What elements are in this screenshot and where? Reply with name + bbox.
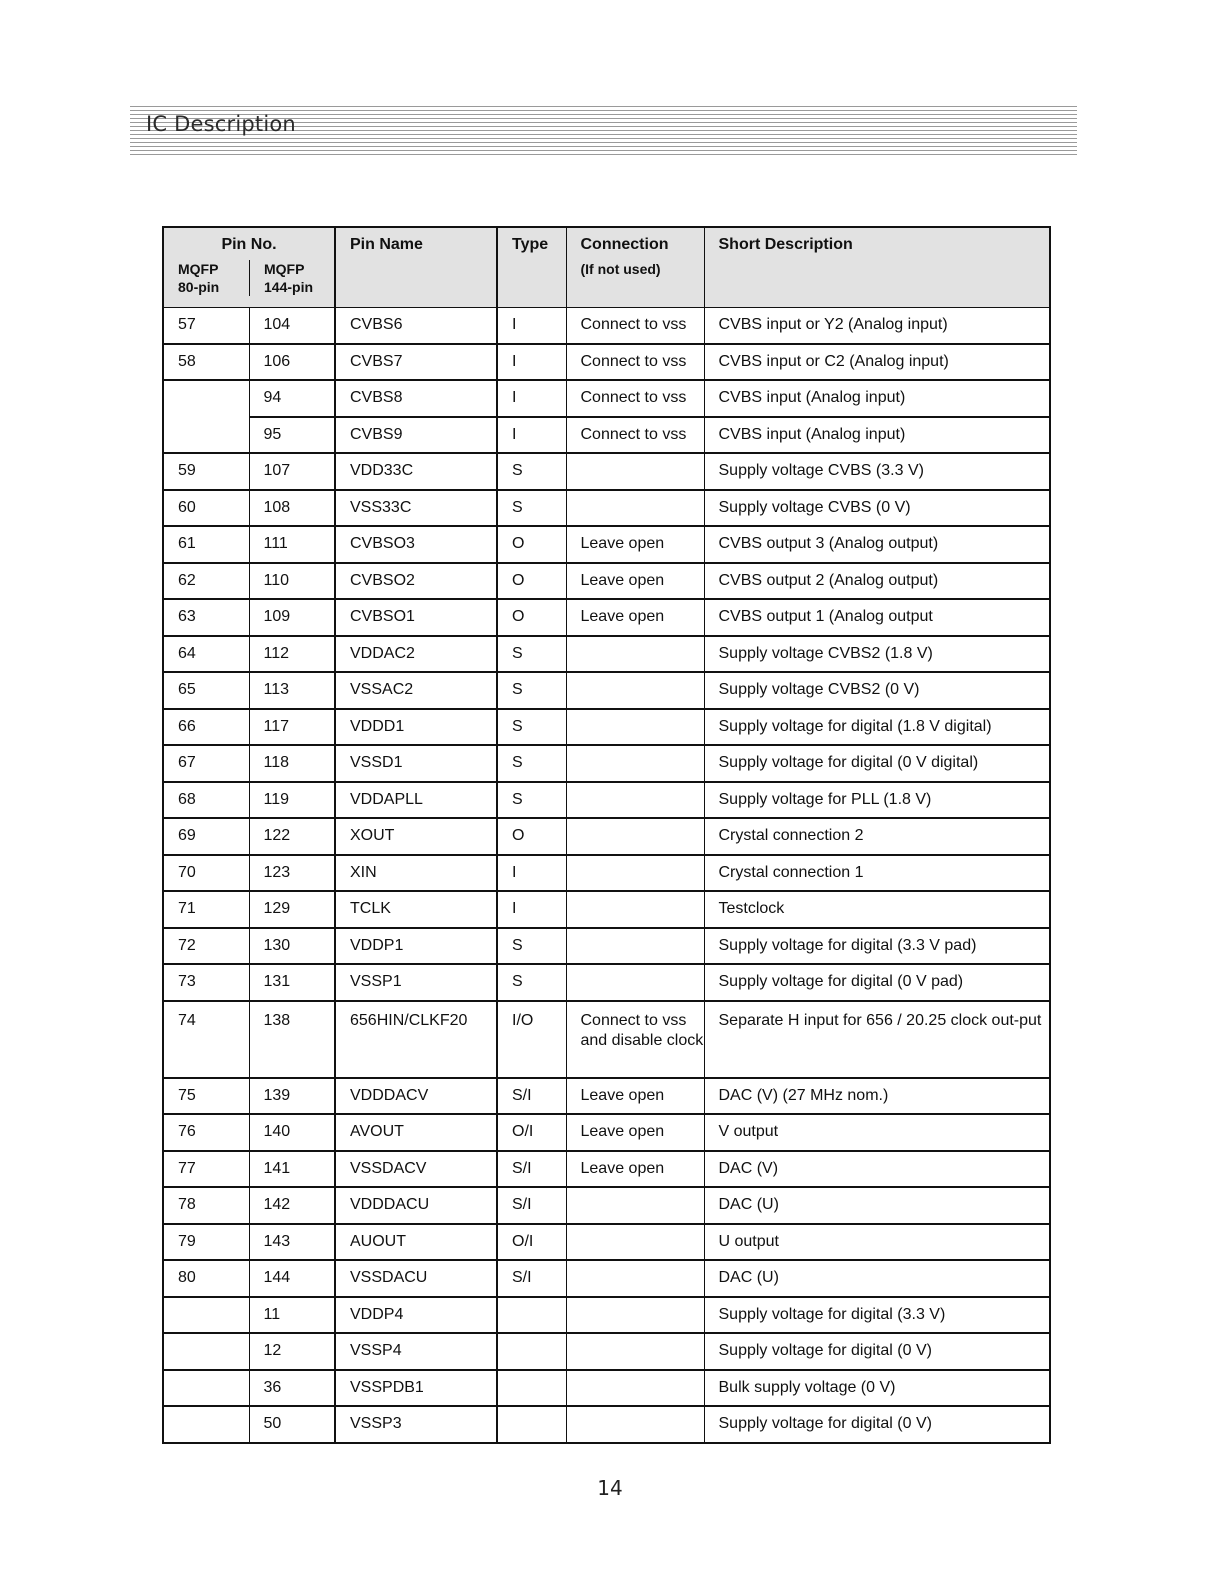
table-row — [163, 818, 1050, 855]
pin-name-cell: CVBS8 — [335, 380, 497, 417]
mqfp80-cell: 80 — [163, 1260, 249, 1297]
pin-name-cell: VDDP1 — [335, 928, 497, 965]
mqfp144-cell: 95 — [249, 417, 335, 454]
connection-cell — [566, 1224, 704, 1261]
pin-name-cell: VSSP1 — [335, 964, 497, 1001]
connection-cell: Leave open — [566, 599, 704, 636]
mqfp80-cell — [163, 1370, 249, 1407]
mqfp144-cell: 11 — [249, 1297, 335, 1334]
connection-cell: Leave open — [566, 1078, 704, 1115]
table-row — [163, 380, 1050, 417]
connection-label: Connection — [580, 236, 669, 253]
mqfp80-cell: 69 — [163, 818, 249, 855]
type-cell — [497, 1333, 566, 1370]
mqfp144-cell: 144 — [249, 1260, 335, 1297]
description-cell: Supply voltage for digital (1.8 V digital) — [704, 709, 1050, 746]
type-cell: O — [497, 599, 566, 636]
connection-cell — [566, 818, 704, 855]
type-cell: S/I — [497, 1151, 566, 1188]
mqfp80-cell — [163, 1333, 249, 1370]
mqfp144-cell: 36 — [249, 1370, 335, 1407]
description-cell: DAC (U) — [704, 1260, 1050, 1297]
table-row — [163, 855, 1050, 892]
description-header: Short Description — [704, 227, 1050, 307]
description-cell: Bulk supply voltage (0 V) — [704, 1370, 1050, 1407]
description-cell: U output — [704, 1224, 1050, 1261]
mqfp80-cell: 63 — [163, 599, 249, 636]
type-cell: I — [497, 417, 566, 454]
table-row — [163, 1406, 1050, 1443]
pin-name-cell: VDDAPLL — [335, 782, 497, 819]
connection-cell — [566, 1187, 704, 1224]
mqfp144-cell: 142 — [249, 1187, 335, 1224]
connection-cell: Leave open — [566, 1151, 704, 1188]
mqfp80-cell: 66 — [163, 709, 249, 746]
pin-name-cell: AUOUT — [335, 1224, 497, 1261]
mqfp80-cell: 68 — [163, 782, 249, 819]
mqfp80-cell: 57 — [163, 307, 249, 344]
mqfp80-cell — [163, 380, 249, 453]
table-row — [163, 1187, 1050, 1224]
connection-header — [566, 227, 704, 307]
connection-cell — [566, 745, 704, 782]
mqfp144-cell: 130 — [249, 928, 335, 965]
mqfp80-cell: 61 — [163, 526, 249, 563]
table-row — [163, 417, 1050, 454]
type-cell: S — [497, 490, 566, 527]
table-row — [163, 1224, 1050, 1261]
pin-name-cell: VDDDACU — [335, 1187, 497, 1224]
table-row — [163, 709, 1050, 746]
description-cell: Crystal connection 2 — [704, 818, 1050, 855]
pin-name-cell: XOUT — [335, 818, 497, 855]
type-header: Type — [497, 227, 566, 307]
mqfp144-cell: 12 — [249, 1333, 335, 1370]
description-cell: Testclock — [704, 891, 1050, 928]
description-cell: Supply voltage for digital (0 V digital) — [704, 745, 1050, 782]
description-cell: Supply voltage for digital (0 V) — [704, 1406, 1050, 1443]
description-cell: CVBS input (Analog input) — [704, 380, 1050, 417]
connection-cell: Leave open — [566, 1114, 704, 1151]
pin-name-cell: VSSP3 — [335, 1406, 497, 1443]
mqfp80-cell: 76 — [163, 1114, 249, 1151]
pin-name-cell: CVBSO1 — [335, 599, 497, 636]
connection-cell — [566, 709, 704, 746]
pin-name-cell: CVBS6 — [335, 307, 497, 344]
table-header-row — [163, 227, 1050, 307]
pin-name-cell: TCLK — [335, 891, 497, 928]
mqfp80-cell: 67 — [163, 745, 249, 782]
table-row — [163, 453, 1050, 490]
description-cell: Supply voltage CVBS (0 V) — [704, 490, 1050, 527]
type-cell: O — [497, 526, 566, 563]
type-cell: S — [497, 453, 566, 490]
pin-name-cell: VSSP4 — [335, 1333, 497, 1370]
mqfp144-cell: 109 — [249, 599, 335, 636]
mqfp144-label-2: 144-pin — [264, 279, 314, 295]
table-row — [163, 928, 1050, 965]
table-row — [163, 1297, 1050, 1334]
table-row — [163, 563, 1050, 600]
pin-name-cell: VSSD1 — [335, 745, 497, 782]
mqfp80-cell: 58 — [163, 344, 249, 381]
mqfp144-cell: 108 — [249, 490, 335, 527]
mqfp144-cell: 131 — [249, 964, 335, 1001]
mqfp144-cell: 141 — [249, 1151, 335, 1188]
connection-cell — [566, 453, 704, 490]
connection-cell — [566, 490, 704, 527]
mqfp144-cell: 50 — [249, 1406, 335, 1443]
description-cell: Supply voltage for digital (0 V) — [704, 1333, 1050, 1370]
description-cell: CVBS input or C2 (Analog input) — [704, 344, 1050, 381]
table-row — [163, 745, 1050, 782]
mqfp80-cell: 77 — [163, 1151, 249, 1188]
description-cell: V output — [704, 1114, 1050, 1151]
pin-name-cell: VDDD1 — [335, 709, 497, 746]
connection-cell: Leave open — [566, 526, 704, 563]
mqfp80-cell: 65 — [163, 672, 249, 709]
type-cell: O — [497, 563, 566, 600]
connection-cell — [566, 928, 704, 965]
mqfp144-cell: 119 — [249, 782, 335, 819]
description-cell: Supply voltage CVBS2 (0 V) — [704, 672, 1050, 709]
table-row — [163, 599, 1050, 636]
table-row — [163, 1260, 1050, 1297]
type-cell: S/I — [497, 1260, 566, 1297]
type-cell: S — [497, 709, 566, 746]
mqfp80-cell — [163, 1297, 249, 1334]
mqfp144-cell: 110 — [249, 563, 335, 600]
type-cell: O/I — [497, 1114, 566, 1151]
mqfp144-cell: 104 — [249, 307, 335, 344]
connection-sub-label: (If not used) — [580, 261, 661, 277]
type-cell: I — [497, 380, 566, 417]
mqfp80-cell: 78 — [163, 1187, 249, 1224]
pin-name-cell: VSSDACV — [335, 1151, 497, 1188]
connection-cell: Connect to vss and disable clock — [566, 1001, 704, 1078]
connection-cell: Connect to vss — [566, 344, 704, 381]
description-cell: Crystal connection 1 — [704, 855, 1050, 892]
connection-cell — [566, 782, 704, 819]
mqfp144-cell: 123 — [249, 855, 335, 892]
type-cell: I — [497, 891, 566, 928]
mqfp80-cell: 59 — [163, 453, 249, 490]
mqfp80-cell: 74 — [163, 1001, 249, 1078]
connection-cell — [566, 672, 704, 709]
description-cell: CVBS output 1 (Analog output — [704, 599, 1050, 636]
description-cell: DAC (V) (27 MHz nom.) — [704, 1078, 1050, 1115]
table-row — [163, 1114, 1050, 1151]
type-cell — [497, 1406, 566, 1443]
table-row — [163, 782, 1050, 819]
pin-table — [162, 226, 1051, 1444]
description-cell: CVBS output 3 (Analog output) — [704, 526, 1050, 563]
type-cell: S — [497, 636, 566, 673]
pin-name-cell: VSSPDB1 — [335, 1370, 497, 1407]
mqfp144-cell: 122 — [249, 818, 335, 855]
type-cell: I — [497, 344, 566, 381]
mqfp144-cell: 118 — [249, 745, 335, 782]
table-row — [163, 526, 1050, 563]
mqfp144-cell: 129 — [249, 891, 335, 928]
pin-table-body — [163, 307, 1050, 1443]
pin-name-cell: VSS33C — [335, 490, 497, 527]
connection-cell — [566, 891, 704, 928]
mqfp144-cell: 117 — [249, 709, 335, 746]
mqfp80-cell: 64 — [163, 636, 249, 673]
mqfp144-cell: 143 — [249, 1224, 335, 1261]
description-cell: CVBS input (Analog input) — [704, 417, 1050, 454]
connection-cell — [566, 855, 704, 892]
connection-cell — [566, 964, 704, 1001]
type-cell: O — [497, 818, 566, 855]
pin-name-cell: VDD33C — [335, 453, 497, 490]
pin-name-cell: VSSDACU — [335, 1260, 497, 1297]
pin-name-cell: AVOUT — [335, 1114, 497, 1151]
type-cell — [497, 1297, 566, 1334]
connection-cell — [566, 1260, 704, 1297]
description-cell: Supply voltage for digital (3.3 V pad) — [704, 928, 1050, 965]
mqfp80-cell — [163, 1406, 249, 1443]
type-cell: S — [497, 672, 566, 709]
connection-cell: Connect to vss — [566, 307, 704, 344]
pin-name-header: Pin Name — [335, 227, 497, 307]
pin-name-cell: VSSAC2 — [335, 672, 497, 709]
description-cell: Separate H input for 656 / 20.25 clock out-put — [704, 1001, 1050, 1078]
section-header — [130, 106, 1077, 156]
description-cell: Supply voltage for digital (0 V pad) — [704, 964, 1050, 1001]
table-row — [163, 672, 1050, 709]
table-row — [163, 1333, 1050, 1370]
pin-no-header — [163, 227, 335, 307]
connection-cell — [566, 1333, 704, 1370]
pin-no-label: Pin No. — [221, 236, 277, 253]
mqfp80-label-2: 80-pin — [178, 279, 220, 295]
pin-name-cell: CVBS7 — [335, 344, 497, 381]
table-row — [163, 891, 1050, 928]
pin-name-cell: CVBSO2 — [335, 563, 497, 600]
type-cell: S/I — [497, 1078, 566, 1115]
mqfp144-cell: 111 — [249, 526, 335, 563]
mqfp80-label-1: MQFP — [178, 261, 219, 277]
mqfp144-cell: 113 — [249, 672, 335, 709]
mqfp144-cell: 138 — [249, 1001, 335, 1078]
mqfp80-cell: 75 — [163, 1078, 249, 1115]
mqfp144-cell: 140 — [249, 1114, 335, 1151]
mqfp80-cell: 73 — [163, 964, 249, 1001]
page-number: 14 — [597, 1476, 623, 1500]
type-cell: S — [497, 745, 566, 782]
mqfp144-cell: 112 — [249, 636, 335, 673]
mqfp80-cell: 62 — [163, 563, 249, 600]
mqfp144-cell: 139 — [249, 1078, 335, 1115]
pin-name-cell: VDDP4 — [335, 1297, 497, 1334]
table-row — [163, 964, 1050, 1001]
connection-cell: Connect to vss — [566, 380, 704, 417]
connection-cell: Connect to vss — [566, 417, 704, 454]
connection-cell — [566, 636, 704, 673]
table-row — [163, 636, 1050, 673]
type-cell: S — [497, 782, 566, 819]
description-cell: CVBS output 2 (Analog output) — [704, 563, 1050, 600]
connection-cell — [566, 1370, 704, 1407]
mqfp144-cell: 106 — [249, 344, 335, 381]
description-cell: Supply voltage CVBS (3.3 V) — [704, 453, 1050, 490]
pin-name-cell: CVBS9 — [335, 417, 497, 454]
type-cell: I — [497, 855, 566, 892]
table-row — [163, 1151, 1050, 1188]
mqfp80-cell: 72 — [163, 928, 249, 965]
mqfp144-cell: 107 — [249, 453, 335, 490]
type-cell: O/I — [497, 1224, 566, 1261]
mqfp144-label-1: MQFP — [264, 261, 305, 277]
type-cell — [497, 1370, 566, 1407]
description-cell: DAC (U) — [704, 1187, 1050, 1224]
connection-cell: Leave open — [566, 563, 704, 600]
type-cell: I — [497, 307, 566, 344]
type-cell: S — [497, 928, 566, 965]
type-cell: I/O — [497, 1001, 566, 1078]
table-row — [163, 344, 1050, 381]
table-row — [163, 490, 1050, 527]
pin-name-cell: VDDDACV — [335, 1078, 497, 1115]
description-cell: Supply voltage CVBS2 (1.8 V) — [704, 636, 1050, 673]
description-cell: DAC (V) — [704, 1151, 1050, 1188]
mqfp144-cell: 94 — [249, 380, 335, 417]
pin-name-cell: CVBSO3 — [335, 526, 497, 563]
mqfp80-cell: 71 — [163, 891, 249, 928]
mqfp80-cell: 60 — [163, 490, 249, 527]
mqfp80-cell: 70 — [163, 855, 249, 892]
table-row — [163, 1370, 1050, 1407]
pin-name-cell: VDDAC2 — [335, 636, 497, 673]
description-cell: Supply voltage for PLL (1.8 V) — [704, 782, 1050, 819]
connection-cell — [566, 1297, 704, 1334]
table-row — [163, 307, 1050, 344]
table-row — [163, 1001, 1050, 1078]
pin-name-cell: XIN — [335, 855, 497, 892]
section-title: IC Description — [146, 112, 296, 136]
connection-cell — [566, 1406, 704, 1443]
description-cell: CVBS input or Y2 (Analog input) — [704, 307, 1050, 344]
description-cell: Supply voltage for digital (3.3 V) — [704, 1297, 1050, 1334]
type-cell: S — [497, 964, 566, 1001]
type-cell: S/I — [497, 1187, 566, 1224]
pin-name-cell: 656HIN/CLKF20 — [335, 1001, 497, 1078]
mqfp80-cell: 79 — [163, 1224, 249, 1261]
table-row — [163, 1078, 1050, 1115]
